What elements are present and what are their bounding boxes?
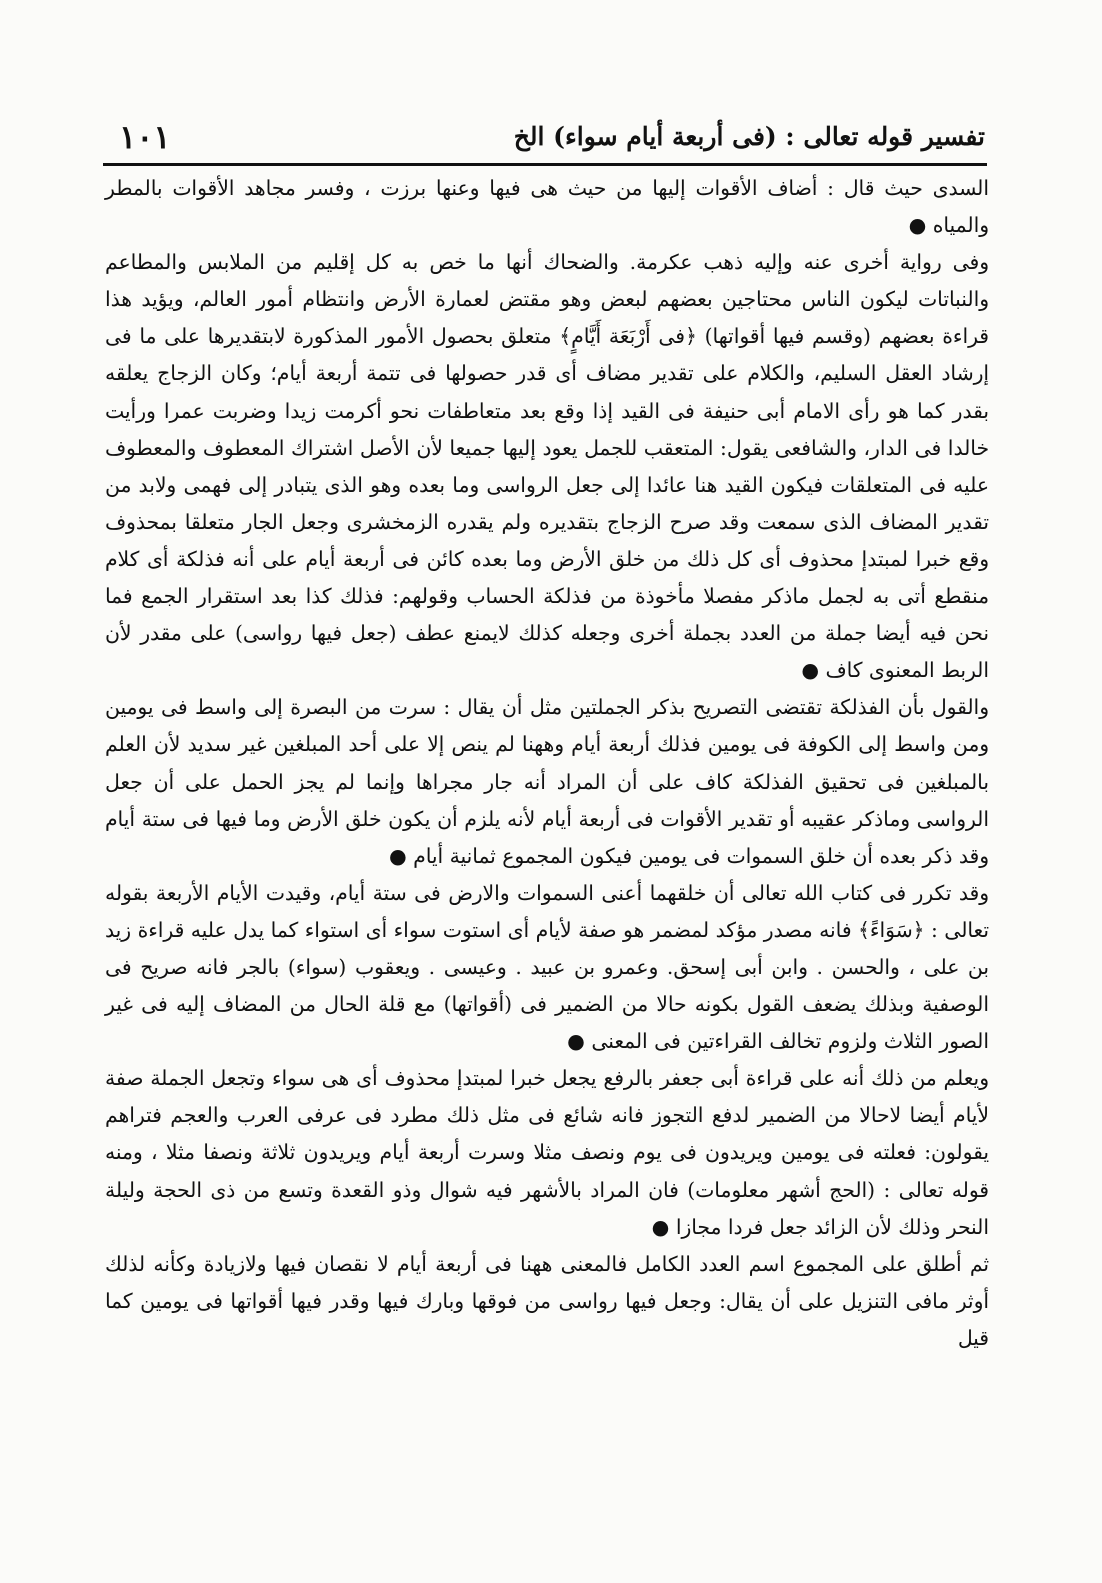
paragraph: السدى حيث قال : أضاف الأقوات إليها من حيث هى فيها وعنها برزت ، وفسر مجاهد الأقوات بالمطر والمياه ● [105, 176, 989, 238]
running-title: تفسير قوله تعالى : (فى أربعة أيام سواء) الخ [513, 122, 985, 151]
paragraph: ويعلم من ذلك أنه على قراءة أبى جعفر بالرفع يجعل خبرا لمبتدإ محذوف أى هى سواء وتجعل الجملة صفة لأيام أيضا لاحالا من الضمير لدفع التجوز فانه شائع فى مثل ذلك مطرد فى عرفى العرب والعجم فتراهم يقولون: فعلته فى يومين ويريدون فى يوم ونصف مثلا وسرت أربعة أيام ويريدون ثلاثة ونصفا مثلا ، ومنه قوله تعالى : (الحج أشهر معلومات) فان المراد بالأشهر فيه شوال وذو القعدة وتسع من ذى الحجة وليلة النحر وذلك لأن الزائد جعل فردا مجازا ● [105, 1066, 989, 1239]
page-number: ١٠١ [119, 118, 171, 156]
page-header [105, 118, 985, 162]
paragraph: والقول بأن الفذلكة تقتضى التصريح بذكر الجملتين مثل أن يقال : سرت من البصرة إلى واسط فى يومين ومن واسط إلى الكوفة فى يومين فذلك أربعة أيام وههنا لم ينص إلا على أحد المبلغين غير سديد لأن العلم بالمبلغين فى تحقيق الفذلكة كاف على أن المراد أنه جار مجراها وإنما لم يجز الحمل على أن جعل الرواسى وماذكر عقيبه أو تقدير الأقوات فى أربعة أيام لأنه يلزم أن يكون خلق الأرض وما فيها فى ستة أيام وقد ذكر بعده أن خلق السموات فى يومين فيكون المجموع ثمانية أيام ● [105, 695, 989, 868]
paragraph: ثم أطلق على المجموع اسم العدد الكامل فالمعنى ههنا فى أربعة أيام لا نقصان فيها ولازيادة وكأنه لذلك أوثر مافى التنزيل على أن يقال: وجعل فيها رواسى من فوقها وبارك فيها وقدر فيها أقواتها فى يومين كما قيل [105, 1251, 989, 1350]
paragraph: وقد تكرر فى كتاب الله تعالى أن خلقهما أعنى السموات والارض فى ستة أيام، وقيدت الأيام الأربعة بقوله تعالى : ﴿سَوَاءً﴾ فانه مصدر مؤكد لمضمر هو صفة لأيام أى استوت سواء أى استواء كما يدل عليه قراءة زيد بن على ، والحسن . وابن أبى إسحق. وعمرو بن عبيد . وعيسى . ويعقوب (سواء) بالجر فانه صريح فى الوصفية وبذلك يضعف القول بكونه حالا من الضمير فى (أقواتها) مع قلة الحال من المضاف إليه فى غير الصور الثلاث ولزوم تخالف القراءتين فى المعنى ● [105, 880, 989, 1054]
paragraph: وفى رواية أخرى عنه وإليه ذهب عكرمة. والضحاك أنها ما خص به كل إقليم من الملابس والمطاعم والنباتات ليكون الناس محتاجين بعضهم لبعض وهو مقتض لعمارة الأرض وانتظام أمور العالم، ويؤيد هذا قراءة بعضهم (وقسم فيها أقواتها) ﴿فى أَرْبَعَة أَيَّامٍ﴾ متعلق بحصول الأمور المذكورة لابتقديرها على ما فى إرشاد العقل السليم، والكلام على تقدير مضاف أى قدر حصولها فى تتمة أربعة أيام؛ وكان الزجاج يعلقه بقدر كما هو رأى الامام أبى حنيفة فى القيد إذا وقع بعد متعاطفات نحو أكرمت زيدا وضربت عمرا ورأيت خالدا فى الدار، والشافعى يقول: المتعقب للجمل يعود إليها جميعا لأن الأصل اشتراك المعطوف والمعطوف عليه فى المتعلقات فيكون القيد هنا عائدا إلى جعل الرواسى وما بعده وهو الذى يتبادر إلى فهمى ولابد من تقدير المضاف الذى سمعت وقد صرح الزجاج بتقديره ولم يقدره الزمخشرى وجعل الجار متعلقا بمحذوف وقع خبرا لمبتدإ محذوف أى كل ذلك من خلق الأرض وما بعده كائن فى أربعة أيام على أنه فذلكة أى كلام منقطع أتى به لجمل ماذكر مفصلا مأخوذة من فذلكة الحساب وقولهم: فذلك كذا بعد استقرار الجمع فما نحن فيه أيضا جملة من العدد بجملة أخرى وجعله كذلك لايمنع عطف (جعل فيها رواسى) على مقدر لأن الربط المعنوى كاف ● [105, 250, 989, 683]
header-rule [103, 163, 987, 166]
body-text [105, 170, 989, 1357]
